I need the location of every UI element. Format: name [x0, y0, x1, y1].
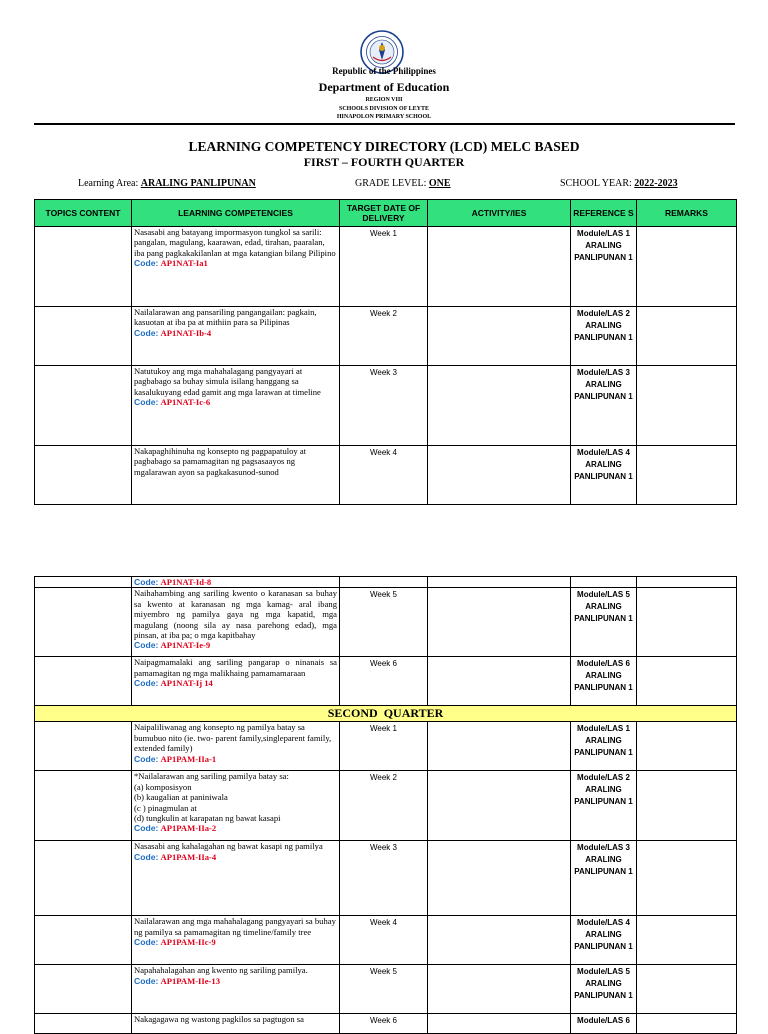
competency-cell	[132, 307, 340, 366]
competency-text: Natutukoy ang mga mahahalagang pangyayari at pagbabago sa buhay simula isilang hanggang sa kasalukuyang edad gamit ang mga larawan at timeline	[134, 366, 321, 397]
target-date-cell: Week 3	[340, 366, 428, 446]
topics-content-cell	[35, 916, 132, 965]
table-header-row	[35, 200, 737, 227]
competency-code	[134, 852, 337, 862]
reference-cell: Module/LAS 3 ARALING PANLIPUNAN 1	[571, 841, 637, 916]
table-row	[35, 307, 737, 366]
topics-content-cell	[35, 722, 132, 771]
competency-code	[134, 328, 337, 338]
col-activities: ACTIVITY/IES	[428, 200, 571, 227]
remarks-cell	[637, 446, 737, 505]
competency-cell	[132, 771, 340, 841]
target-date-cell: Week 1	[340, 227, 428, 307]
code-label: Code:	[134, 258, 159, 269]
school-year	[560, 178, 678, 189]
table-row	[35, 841, 737, 916]
code-label: Code:	[134, 327, 159, 338]
learning-area	[78, 178, 256, 189]
code-value: AP1PAM-IIa-4	[160, 851, 217, 862]
activity-cell	[428, 366, 571, 446]
competency-text: Nakapaghihinuha ng konsepto ng pagpapatuloy at pagbabago sa pamamagitan ng pagsasaayos ng mgalarawan ayon sa pagkakasunod-sunod	[134, 446, 307, 477]
code-value: AP1NAT-Ib-4	[160, 327, 212, 338]
reference-cell: Module/LAS 5 ARALING PANLIPUNAN 1	[571, 965, 637, 1014]
code-label: Code:	[134, 851, 159, 862]
topics-content-cell	[35, 577, 132, 588]
competency-cell	[132, 657, 340, 706]
target-date-cell: Week 5	[340, 965, 428, 1014]
competency-text: Naipaliliwanag ang konsepto ng pamilya batay sa bumubuo nito (ie. two- parent family,singleparent family, extended family)	[134, 722, 332, 754]
competency-text: Napahahalagahan ang kwento ng sariling pamilya.	[134, 965, 308, 976]
competency-cell	[132, 965, 340, 1014]
remarks-cell	[637, 588, 737, 657]
remarks-cell	[637, 916, 737, 965]
competency-text: *Nailalarawan ang sariling pamilya batay sa: (a) komposisyon (b) kaugalian at paniniwala (c ) pinagmulan at (d) tungkulin at karapatan ng bawat kasapi	[134, 771, 289, 824]
topics-content-cell	[35, 366, 132, 446]
activity-cell	[428, 588, 571, 657]
topics-content-cell	[35, 588, 132, 657]
topics-content-cell	[35, 657, 132, 706]
reference-cell: Module/LAS 1 ARALING PANLIPUNAN 1	[571, 227, 637, 307]
reference-cell: Module/LAS 4 ARALING PANLIPUNAN 1	[571, 446, 637, 505]
code-label: Code:	[134, 577, 159, 587]
code-label: Code:	[134, 753, 159, 764]
reference-cell: Module/LAS 5 ARALING PANLIPUNAN 1	[571, 588, 637, 657]
activity-cell	[428, 722, 571, 771]
reference-cell: Module/LAS 6	[571, 1014, 637, 1034]
reference-cell: Module/LAS 3 ARALING PANLIPUNAN 1	[571, 366, 637, 446]
activity-cell	[428, 841, 571, 916]
activity-cell	[428, 577, 571, 588]
col-target-date: TARGET DATE OF DELIVERY	[340, 200, 428, 227]
code-label: Code:	[134, 397, 159, 408]
code-label: Code:	[134, 937, 159, 948]
page-subtitle: FIRST – FOURTH QUARTER	[303, 155, 465, 169]
target-date-cell: Week 2	[340, 307, 428, 366]
remarks-cell	[637, 771, 737, 841]
competency-code	[134, 754, 337, 764]
reference-cell: Module/LAS 2 ARALING PANLIPUNAN 1	[571, 307, 637, 366]
code-value: AP1PAM-IIc-9	[160, 937, 216, 948]
quarter-row	[35, 706, 737, 722]
code-label: Code:	[134, 975, 159, 986]
col-topics-content: TOPICS CONTENT	[35, 200, 132, 227]
activity-cell	[428, 916, 571, 965]
reference-cell: Module/LAS 1 ARALING PANLIPUNAN 1	[571, 722, 637, 771]
second-quarter-label: SECOND QUARTER	[35, 706, 737, 722]
competency-code	[134, 823, 337, 833]
competency-table-page-2	[34, 576, 737, 1034]
target-date-cell	[340, 577, 428, 588]
region-label: REGION VIII	[365, 97, 403, 103]
topics-content-cell	[35, 227, 132, 307]
topics-content-cell	[35, 841, 132, 916]
competency-cell	[132, 722, 340, 771]
activity-cell	[428, 965, 571, 1014]
competency-code	[134, 397, 337, 407]
remarks-cell	[637, 307, 737, 366]
header-divider	[34, 123, 735, 125]
competency-text: Nasasabi ang batayang impormasyon tungkol sa sarili: pangalan, magulang, kaarawan, edad, tirahan, paaralan, iba pang pagkakakilanlan at mga katangian bilang Pilipino	[134, 227, 336, 258]
code-value: AP1NAT-Ij 14	[160, 678, 213, 689]
table-row	[35, 771, 737, 841]
code-label: Code:	[134, 678, 159, 689]
competency-cell	[132, 916, 340, 965]
col-remarks: REMARKS	[637, 200, 737, 227]
target-date-cell: Week 4	[340, 916, 428, 965]
table-row	[35, 916, 737, 965]
topics-content-cell	[35, 965, 132, 1014]
target-date-cell: Week 4	[340, 446, 428, 505]
remarks-cell	[637, 366, 737, 446]
republic-label: Republic of the Philippines	[332, 66, 436, 76]
remarks-cell	[637, 227, 737, 307]
competency-text: Naihahambing ang sariling kwento o karanasan sa buhay sa kwento at karanasan ng mga kamag- aral ibang miyembro ng pamilya gaya ng mga kapatid, mga magulang (noong sila ay nasa parehong edad), mga pinsan, at iba pa; o mga kapitbahay	[134, 588, 337, 641]
competency-text: Nasasabi ang kahalagahan ng bawat kasapi ng pamilya	[134, 841, 323, 852]
competency-cell	[132, 841, 340, 916]
competency-code	[134, 258, 337, 268]
learning-area-label: Learning Area:	[78, 178, 139, 189]
competency-cell	[132, 227, 340, 307]
table-row	[35, 588, 737, 657]
activity-cell	[428, 227, 571, 307]
target-date-cell: Week 6	[340, 657, 428, 706]
table-row	[35, 965, 737, 1014]
competency-text: Nailalarawan ang mga mahahalagang pangyayari sa buhay ng pamilya sa pamamagitan ng timeline/family tree	[134, 916, 336, 937]
code-value: AP1PAM-IIa-1	[160, 753, 217, 764]
competency-code	[134, 678, 337, 688]
code-label: Code:	[134, 640, 159, 651]
competency-code	[134, 976, 337, 986]
activity-cell	[428, 657, 571, 706]
code-value: AP1NAT-Ia1	[160, 258, 208, 269]
table-row	[35, 577, 737, 588]
topics-content-cell	[35, 307, 132, 366]
page-title: LEARNING COMPETENCY DIRECTORY (LCD) MELC BASED	[188, 139, 580, 154]
reference-cell: Module/LAS 6 ARALING PANLIPUNAN 1	[571, 657, 637, 706]
code-value: AP1NAT-Ic-6	[160, 397, 211, 408]
target-date-cell: Week 1	[340, 722, 428, 771]
topics-content-cell	[35, 771, 132, 841]
competency-text: Naipagmamalaki ang sariling pangarap o ninanais sa pamamagitan ng mga malikhaing pamamamaraan	[134, 657, 337, 678]
learning-area-value: ARALING PANLIPUNAN	[140, 178, 256, 189]
remarks-cell	[637, 722, 737, 771]
competency-code	[134, 937, 337, 947]
target-date-cell: Week 6	[340, 1014, 428, 1034]
grade-level	[355, 178, 451, 189]
reference-cell: Module/LAS 2 ARALING PANLIPUNAN 1	[571, 771, 637, 841]
reference-cell: Module/LAS 4 ARALING PANLIPUNAN 1	[571, 916, 637, 965]
table-row	[35, 657, 737, 706]
competency-cell	[132, 446, 340, 505]
code-value: AP1PAM-IIa-2	[160, 823, 217, 834]
remarks-cell	[637, 841, 737, 916]
remarks-cell	[637, 965, 737, 1014]
competency-code	[134, 640, 337, 650]
remarks-cell	[637, 657, 737, 706]
table-row	[35, 722, 737, 771]
grade-level-value: ONE	[428, 178, 451, 189]
target-date-cell: Week 5	[340, 588, 428, 657]
table-row	[35, 446, 737, 505]
col-references: REFERENCE S	[571, 200, 637, 227]
competency-text: Nailalarawan ang pansariling pangangailan: pagkain, kasuotan at iba pa at mithiin para sa Pilipinas	[134, 307, 317, 328]
competency-text: Nakagagawa ng wastong pagkilos sa pagtugon sa	[134, 1014, 304, 1025]
code-label: Code:	[134, 823, 159, 834]
col-learning-competencies: LEARNING COMPETENCIES	[132, 200, 340, 227]
competency-cell	[132, 588, 340, 657]
activity-cell	[428, 307, 571, 366]
table-row	[35, 366, 737, 446]
table-row	[35, 227, 737, 307]
topics-content-cell	[35, 446, 132, 505]
department-label: Department of Education	[318, 80, 450, 94]
competency-table-page-1	[34, 199, 737, 505]
competency-cell	[132, 577, 340, 588]
activity-cell	[428, 771, 571, 841]
school-label: HINAPOLON PRIMARY SCHOOL	[336, 114, 432, 120]
code-value: AP1PAM-IIe-13	[160, 975, 221, 986]
reference-cell	[571, 577, 637, 588]
grade-level-label: GRADE LEVEL:	[355, 178, 427, 189]
code-value: AP1NAT-Id-8	[160, 577, 212, 587]
activity-cell	[428, 446, 571, 505]
division-label: SCHOOLS DIVISION OF LEYTE	[339, 106, 429, 112]
school-year-label: SCHOOL YEAR:	[560, 178, 632, 189]
target-date-cell: Week 2	[340, 771, 428, 841]
school-year-value: 2022-2023	[634, 178, 678, 189]
target-date-cell: Week 3	[340, 841, 428, 916]
code-value: AP1NAT-Ie-9	[160, 640, 211, 651]
remarks-cell	[637, 577, 737, 588]
competency-cell	[132, 366, 340, 446]
